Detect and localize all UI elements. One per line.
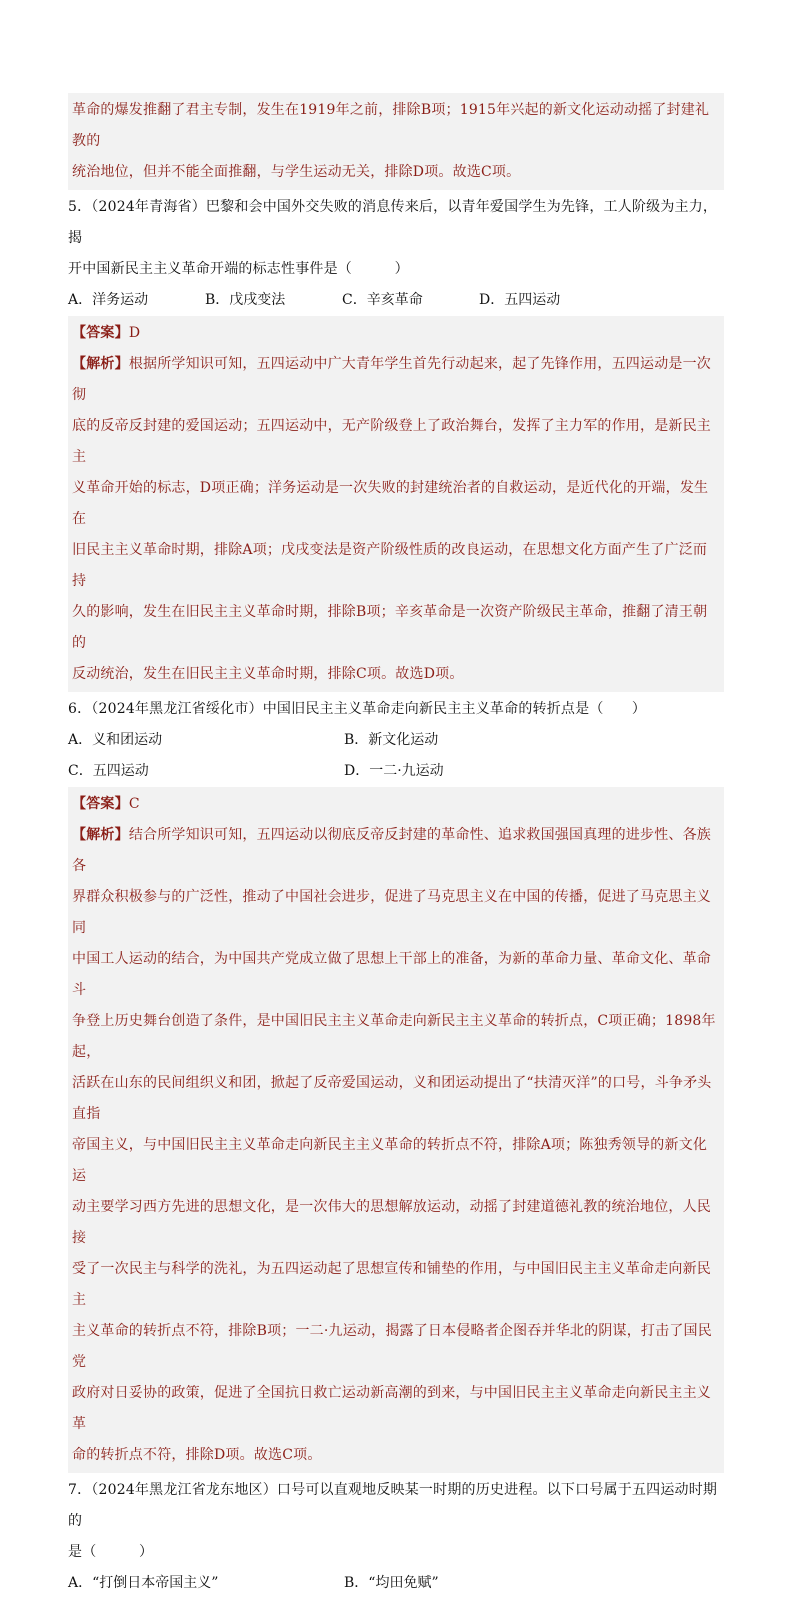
analysis-line: 界群众积极参与的广泛性，推动了中国社会进步，促进了马克思主义在中国的传播，促进了马克思主义同 (72, 889, 711, 936)
analysis-tag: 【解析】 (72, 827, 129, 843)
question-line: 7．（2024年黑龙江省龙东地区）口号可以直观地反映某一时期的历史进程。以下口号属于五四运动时期的 (68, 1482, 718, 1529)
answer-tag: 【答案】 (72, 796, 129, 812)
option-b: B．戊戌变法 (205, 292, 286, 308)
question-5 (68, 192, 724, 285)
option-d: D．五四运动 (479, 292, 561, 308)
analysis-line: 中国工人运动的结合，为中国共产党成立做了思想上干部上的准备，为新的革命力量、革命文化、革命斗 (72, 951, 711, 998)
analysis-line: 统治地位，但并不能全面推翻，与学生运动无关，排除D项。故选C项。 (72, 164, 521, 180)
analysis-line: 义革命开始的标志，D项正确；洋务运动是一次失败的封建统治者的自救运动，是近代化的开端，发生在 (72, 480, 709, 527)
answer-line (72, 789, 720, 820)
question-7 (68, 1475, 724, 1568)
analysis-line: 活跃在山东的民间组织义和团，掀起了反帝爱国运动，义和团运动提出了“扶清灭洋”的口号，斗争矛头直指 (72, 1075, 712, 1122)
analysis-line: 久的影响，发生在旧民主主义革命时期，排除B项；辛亥革命是一次资产阶级民主革命，推翻了清王朝的 (72, 604, 708, 651)
question-line: 是（ ） (68, 1544, 154, 1560)
question-7-options (68, 1568, 724, 1599)
option-c: C．辛亥革命 (342, 292, 423, 308)
option-b: B．新文化运动 (344, 732, 439, 748)
analysis-line: 旧民主主义革命时期，排除A项；戊戌变法是资产阶级性质的改良运动，在思想文化方面产生了广泛而持 (72, 542, 708, 589)
analysis-line: 底的反帝反封建的爱国运动；五四运动中，无产阶级登上了政治舞台，发挥了主力军的作用，是新民主主 (72, 418, 711, 465)
analysis-tag: 【解析】 (72, 356, 129, 372)
option-a: A．义和团运动 (68, 732, 163, 748)
analysis-line: 【解析】根据所学知识可知，五四运动中广大青年学生首先行动起来，起了先锋作用，五四运动是一次彻 (72, 356, 712, 403)
analysis-line: 受了一次民主与科学的洗礼，为五四运动起了思想宣传和铺垫的作用，与中国旧民主主义革命走向新民主 (72, 1261, 711, 1308)
analysis-line: 【解析】结合所学知识可知，五四运动以彻底反帝反封建的革命性、追求救国强国真理的进步性、各族各 (72, 827, 712, 874)
option-a: A．“打倒日本帝国主义” (68, 1575, 219, 1591)
option-a: A．洋务运动 (68, 292, 149, 308)
option-d: D．一二·九运动 (344, 763, 444, 779)
analysis-line: 争登上历史舞台创造了条件，是中国旧民主主义革命走向新民主主义革命的转折点，C项正确；1898年起， (72, 1013, 716, 1060)
question-5-answer-block (68, 316, 724, 692)
answer-value: D (128, 325, 141, 341)
question-6 (68, 694, 724, 725)
question-5-options (68, 285, 724, 316)
analysis-line: 政府对日妥协的政策，促进了全国抗日救亡运动新高潮的到来，与中国旧民主主义革命走向新民主主义革 (72, 1385, 711, 1432)
analysis-line: 反动统治，发生在旧民主主义革命时期，排除C项。故选D项。 (72, 666, 464, 682)
question-6-options-row-1 (68, 725, 724, 756)
document-page (68, 93, 724, 1599)
previous-analysis-block (68, 93, 724, 190)
analysis-line: 主义革命的转折点不符，排除B项；一二·九运动，揭露了日本侵略者企图吞并华北的阴谋，打击了国民党 (72, 1323, 712, 1370)
analysis-line: 命的转折点不符，排除D项。故选C项。 (72, 1447, 322, 1463)
analysis-line: 动主要学习西方先进的思想文化，是一次伟大的思想解放运动，动摇了封建道德礼教的统治地位，人民接 (72, 1199, 711, 1246)
answer-line (72, 318, 720, 349)
question-line: 开中国新民主主义革命开端的标志性事件是（ ） (68, 261, 409, 277)
option-b: B．“均田免赋” (344, 1575, 439, 1591)
question-line: 6．（2024年黑龙江省绥化市）中国旧民主主义革命走向新民主主义革命的转折点是（ ） (68, 701, 647, 717)
analysis-line: 革命的爆发推翻了君主专制，发生在1919年之前，排除B项；1915年兴起的新文化运动动摇了封建礼教的 (72, 102, 710, 149)
answer-tag: 【答案】 (72, 325, 129, 341)
question-6-answer-block (68, 787, 724, 1473)
analysis-line: 帝国主义，与中国旧民主主义革命走向新民主主义革命的转折点不符，排除A项；陈独秀领导的新文化运 (72, 1137, 708, 1184)
option-c: C．五四运动 (68, 763, 149, 779)
answer-value: C (128, 796, 140, 812)
question-line: 5．（2024年青海省）巴黎和会中国外交失败的消息传来后，以青年爱国学生为先锋，工人阶级为主力，揭 (68, 199, 718, 246)
question-6-options-row-2 (68, 756, 724, 787)
